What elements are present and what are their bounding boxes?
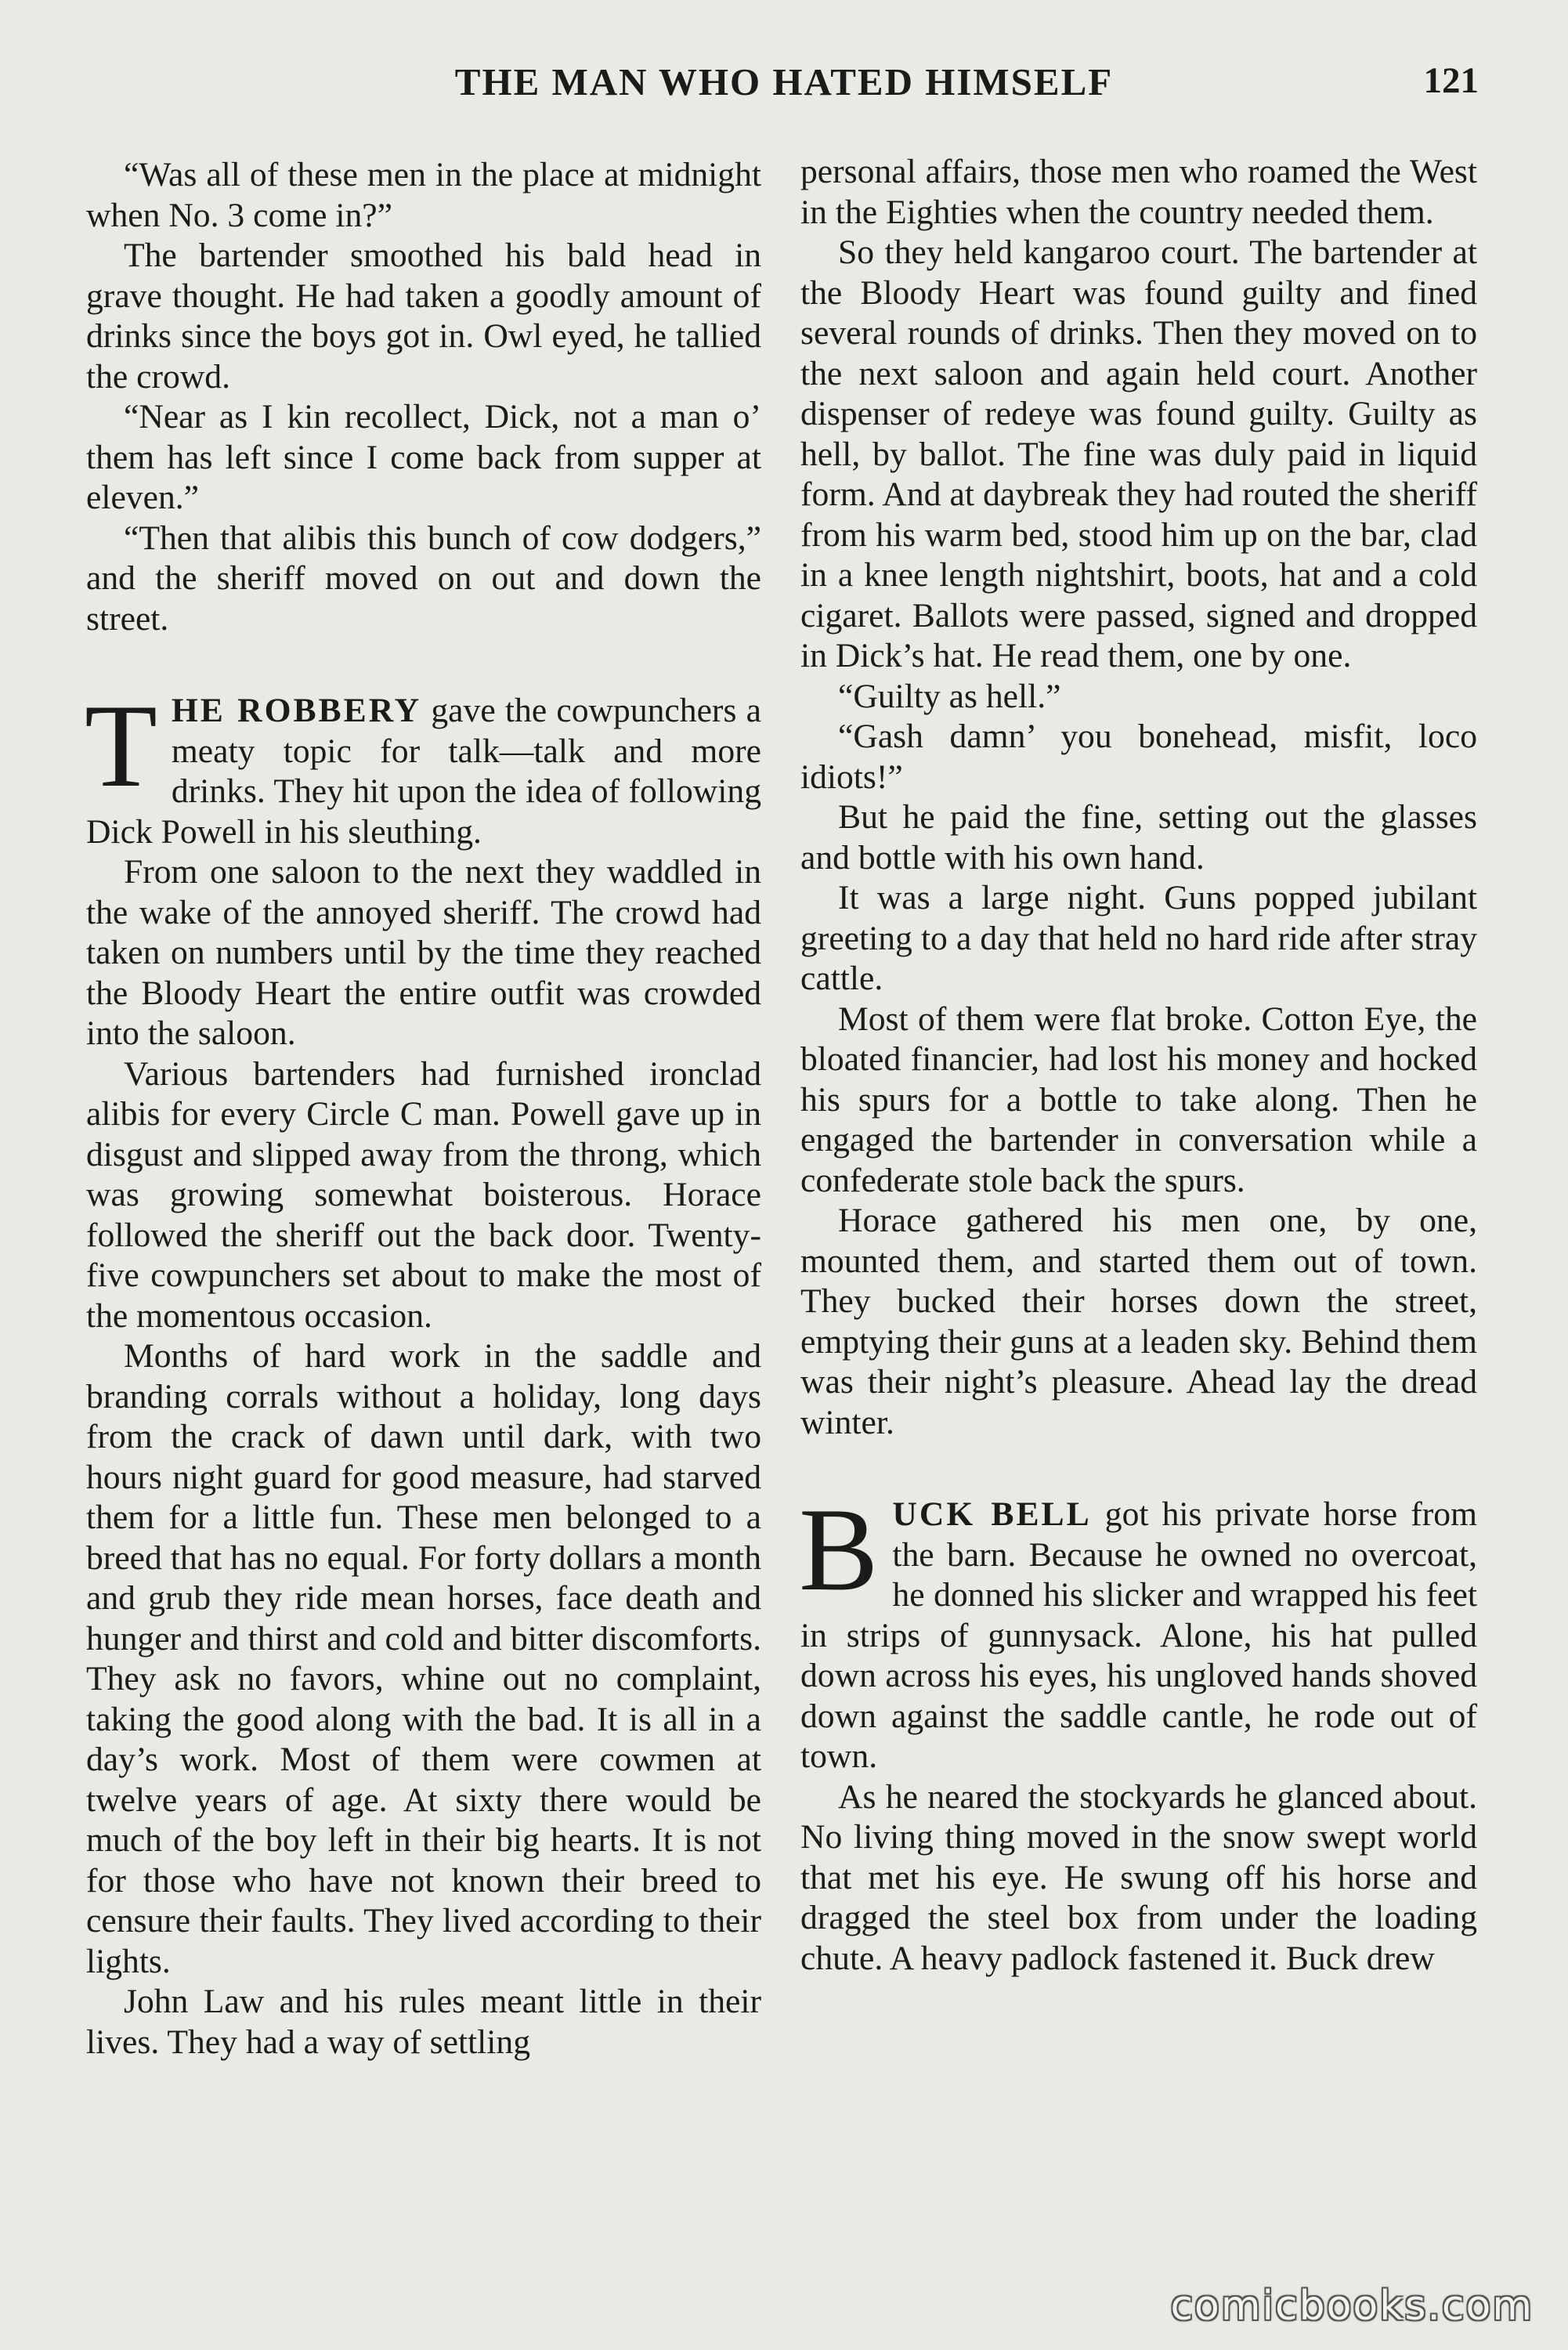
paragraph: Various bartenders had furnished ironclad alibis for every Circle C man. Powell gave up in disgust and slipped away from the throng, which was growing somewhat boisterous. Horace followed the sheriff out the back door. Twenty-five cowpunchers set about to make the most of the momentous occasion. xyxy=(86,1054,761,1335)
paragraph: Months of hard work in the saddle and branding corrals without a holiday, long days from the crack of dawn until dark, with two hours night guard for good measure, had starved them for a little fun. These men belonged to a breed that has no equal. For forty dollars a month and grub they ride mean horses, face death and hunger and thirst and cold and bitter discomforts. They ask no favors, whine out no complaint, taking the good along with the bad. It is all in a day’s work. Most of them were cowmen at twelve years of age. At sixty there would be much of the boy left in their big hearts. It is not for those who have not known their breed to censure their faults. They lived according to their lights. xyxy=(86,1337,761,1980)
paragraph: “Gash damn’ you bonehead, misfit, loco idiots!” xyxy=(800,718,1477,796)
left-column xyxy=(86,155,761,2063)
section-break xyxy=(800,1443,1477,1495)
paragraph: Horace gathered his men one, by one, mounted them, and started them out of town. They bucked their horses down the street, emptying their guns at a leaden sky. Behind them was their night’s pleasure. Ahead lay the dread winter. xyxy=(800,1202,1477,1441)
paragraph: “Then that alibis this bunch of cow dodgers,” and the sheriff moved on out and down the street. xyxy=(86,519,761,638)
drop-cap: T xyxy=(85,680,157,812)
running-header xyxy=(88,60,1480,122)
paragraph: As he neared the stockyards he glanced about. No living thing moved in the snow swept world that met his eye. He swung off his horse and dragged the steel box from under the loading chute. A heavy padlock fastened it. Buck drew xyxy=(800,1777,1477,1977)
paragraph: “Was all of these men in the place at midnight when No. 3 come in?” xyxy=(86,156,761,234)
paragraph: It was a large night. Guns popped jubilant greeting to a day that held no hard ride after stray cattle. xyxy=(800,879,1477,997)
paragraph-text: got his private horse from the barn. Because he owned no overcoat, he donned his slicker and wrapped his feet in strips of gunnysack. Alone, his hat pulled down across his eyes, his ungloved hands shoved down against the saddle cantle, he rode out of town. xyxy=(800,1495,1477,1775)
running-title: THE MAN WHO HATED HIMSELF xyxy=(454,60,1114,103)
paragraph: John Law and his rules meant little in their lives. They had a way of settling xyxy=(86,1983,761,2061)
paragraph-continued: personal affairs, those men who roamed the West in the Eighties when the country needed them. xyxy=(800,153,1477,231)
page-number: 121 xyxy=(1423,60,1479,101)
paragraph-text: gave the cowpunchers a meaty topic for talk—talk and more drinks. They hit upon the idea of following Dick Powell in his sleuthing. xyxy=(86,692,761,851)
lead-in: UCK BELL xyxy=(892,1495,1092,1533)
paragraph: But he paid the fine, setting out the glasses and bottle with his own hand. xyxy=(800,798,1477,877)
paragraph: Most of them were flat broke. Cotton Eye, the bloated financier, had lost his money and hocked his spurs for a bottle to take along. Then he engaged the bartender in conversation while a confederate stole back the spurs. xyxy=(800,1000,1477,1199)
paragraph: “Near as I kin recollect, Dick, not a man o’ them has left since I come back from supper at eleven.” xyxy=(86,398,761,516)
paragraph: The bartender smoothed his bald head in grave thought. He had taken a goodly amount of drinks since the boys got in. Owl eyed, he tallied the crowd. xyxy=(86,237,761,396)
drop-cap: B xyxy=(799,1484,879,1615)
section-opening-paragraph xyxy=(799,1484,1477,1777)
lead-in: HE ROBBERY xyxy=(171,692,422,729)
watermark: comicbooks.com xyxy=(1170,2283,1534,2330)
right-column xyxy=(800,152,1477,1979)
paragraph: “Guilty as hell.” xyxy=(838,677,1061,715)
section-opening-paragraph xyxy=(85,680,761,852)
paragraph: From one saloon to the next they waddled in the wake of the annoyed sheriff. The crowd had taken on numbers until by the time they reached the Bloody Heart the entire outfit was crowded into the saloon. xyxy=(86,853,761,1052)
paragraph: So they held kangaroo court. The bartender at the Bloody Heart was found guilty and fined several rounds of drinks. Then they moved on to the next saloon and again held court. Another dispenser of redeye was found guilty. Guilty as hell, by ballot. The fine was duly paid in liquid form. And at daybreak they had routed the sheriff from his warm bed, stood him up on the bar, clad in a knee length nightshirt, boots, hat and a cold cigaret. Ballots were passed, signed and dropped in Dick’s hat. He read them, one by one. xyxy=(800,233,1477,674)
section-break xyxy=(86,639,761,691)
